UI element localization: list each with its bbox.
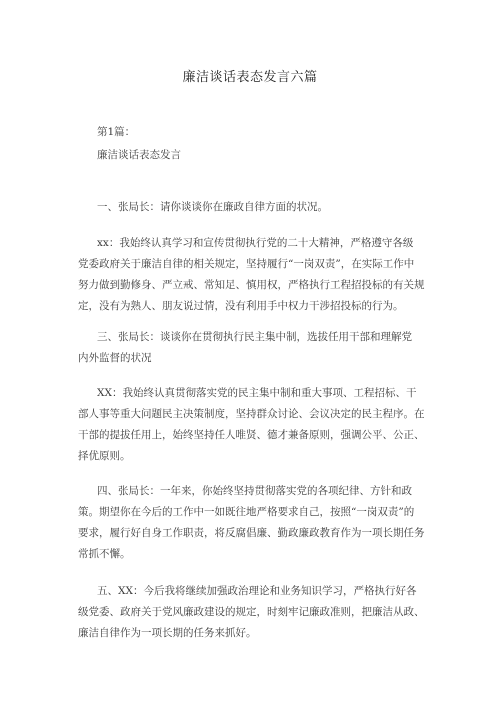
paragraph-line: 定，没有为熟人、朋友说过情，没有利用手中权力干涉招投标的行为。 [78,300,404,312]
paragraph-line: 廉洁自律作为一项长期的任务来抓好。 [78,627,257,639]
paragraph-line: 党委政府关于廉洁自律的相关规定，坚持履行“一岗双责”，在实际工作中 [78,258,415,270]
paragraph-line: 部人事等重大问题民主决策制度，坚持群众讨论、会议决定的民主程序。在 [78,408,425,420]
paragraph-line: 常抓不懈。 [78,548,131,560]
paragraph-line: 一、张局长：请你谈谈你在廉政自律方面的状况。 [97,201,328,213]
paragraph-line: xx：我始终认真学习和宣传贯彻执行党的二十大精神，严格遵守各级 [97,237,414,249]
paragraph-line: 四、张局长：一年来，你始终坚持贯彻落实党的各项纪律、方针和政 [97,485,412,497]
paragraph-line: 级党委、政府关于党风廉政建设的规定，时刻牢记廉政准则，把廉洁从政、 [78,606,425,618]
document-title: 廉洁谈话表态发言六篇 [182,70,318,85]
paragraph-line: 干部的提拔任用上，始终坚持任人唯贤、德才兼备原则，强调公平、公正、 [78,429,425,441]
paragraph-line: 择优原则。 [78,450,131,462]
paragraph-line: 三、张局长：谈谈你在贯彻执行民主集中制，选拔任用干部和理解党 [97,331,412,343]
paragraph-line: 努力做到勤修身、严立戒、常知足、慎用权，严格执行工程招投标的有关规 [78,279,425,291]
section-title: 廉洁谈话表态发言 [97,149,181,161]
section-label: 第1篇： [97,126,136,138]
paragraph-line: 要求，履行好自身工作职责，将反腐倡廉、勤政廉政教育作为一项长期任务 [78,527,425,539]
paragraph-line: 内外监督的状况 [78,352,152,364]
paragraph-line: 策。期望你在今后的工作中一如既往地严格要求自己，按照“一岗双责”的 [78,506,415,518]
paragraph-line: 五、XX：今后我将继续加强政治理论和业务知识学习，严格执行好各 [97,585,417,597]
paragraph-line: XX：我始终认真贯彻落实党的民主集中制和重大事项、工程招标、干 [97,387,417,399]
